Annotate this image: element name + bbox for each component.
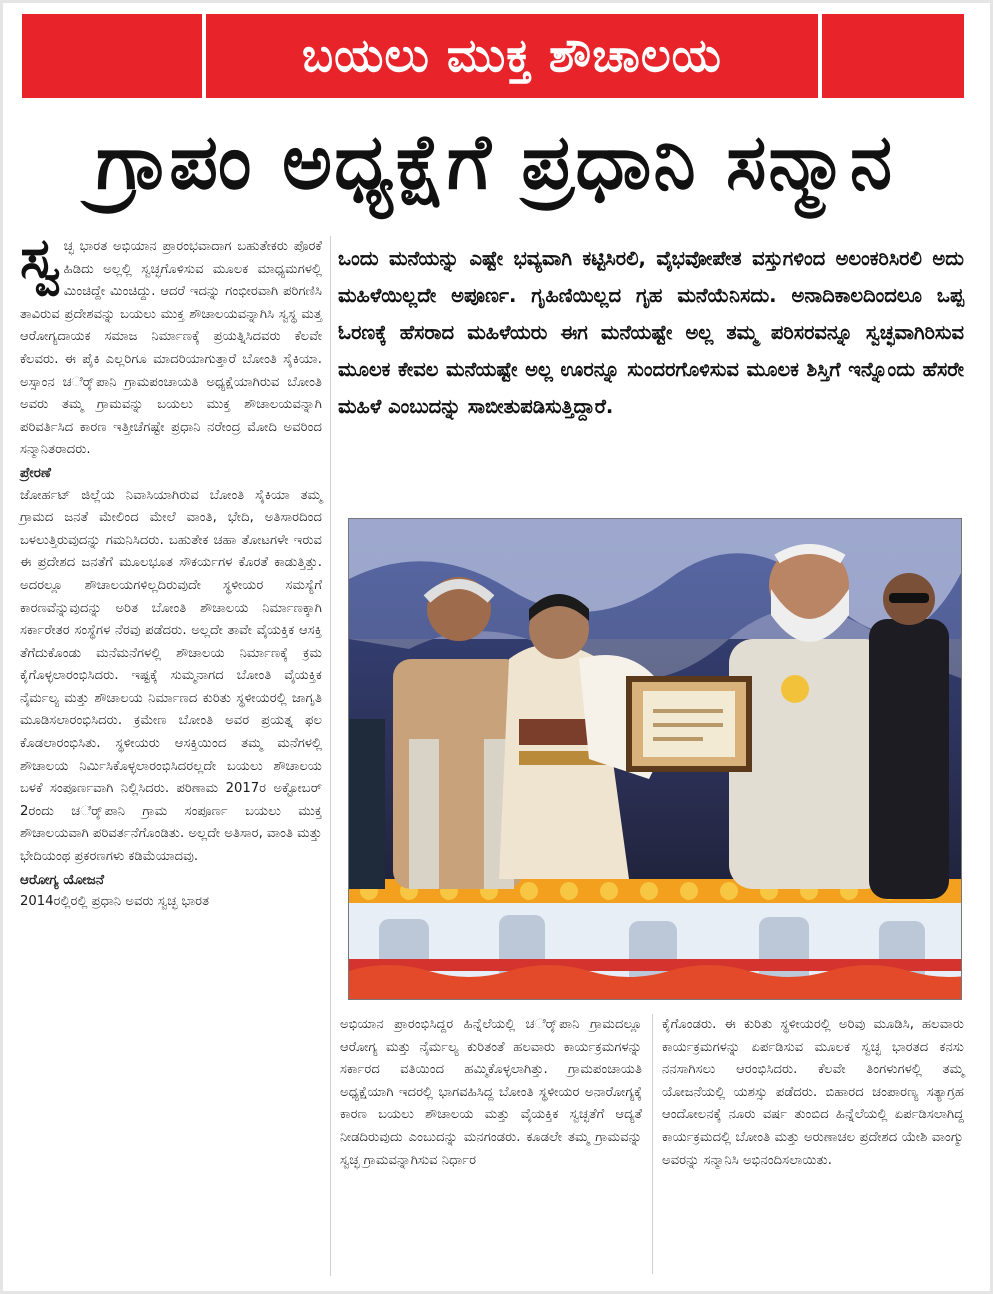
article-column-1 <box>20 226 322 1276</box>
pull-quote: ಒಂದು ಮನೆಯನ್ನು ಎಷ್ಟೇ ಭವ್ಯವಾಗಿ ಕಟ್ಟಿಸಿರಲಿ, ವೈಭವೋಪೇತ ವಸ್ತುಗಳಿಂದ ಅಲಂಕರಿಸಿರಲಿ ಅದು ಮಹಿಳೆಯಿಲ್ಲದೇ ಅಪೂರ್ಣ. ಗೃಹಿಣಿಯಿಲ್ಲದ ಗೃಹ ಮನೆಯೆನಿಸದು. ಅನಾದಿಕಾಲದಿಂದಲೂ ಒಪ್ಪ ಓರಣಕ್ಕೆ ಹೆಸರಾದ ಮಹಿಳೆಯರು ಈಗ ಮನೆಯಷ್ಟೇ ಅಲ್ಲ ತಮ್ಮ ಪರಿಸರವನ್ನೂ ಸ್ವಚ್ಛವಾಗಿರಿಸುವ ಮೂಲಕ ಕೇವಲ ಮನೆಯಷ್ಟೇ ಅಲ್ಲ ಊರನ್ನೂ ಸುಂದರಗೊಳಿಸುವ ಮೂಲಕ ಶಿಸ್ತಿಗೆ ಇನ್ನೊಂದು ಹೆಸರೇ ಮಹಿಳೆ ಎಂಬುದನ್ನು ಸಾಬೀತುಪಡಿಸುತ್ತಿದ್ದಾರೆ. <box>338 247 964 418</box>
subhead-inspiration: ಪ್ರೇರಣೆ <box>20 464 51 481</box>
article-paragraph-2: ಜೋರ್ಹಟ್ ಜಿಲ್ಲೆಯ ನಿವಾಸಿಯಾಗಿರುವ ಬೋಂತಿ ಸೈಕಿಯಾ ತಮ್ಮ ಗ್ರಾಮದ ಜನತೆ ಮೇಲಿಂದ ಮೇಲೆ ವಾಂತಿ, ಭೇದಿ, ಅತಿಸಾರದಿಂದ ಬಳಲುತ್ತಿರುವುದನ್ನು ಗಮನಿಸಿದರು. ಬಹುತೇಕ ಚಹಾ ತೋಟಗಳೇ ಇರುವ ಈ ಪ್ರದೇಶದ ಜನತೆಗೆ ಮೂಲಭೂತ ಸೌಕರ್ಯಗಳ ಕೊರತೆ ಕಾಡುತ್ತಿತ್ತು. ಅದರಲ್ಲೂ ಶೌಚಾಲಯಗಳಿಲ್ಲದಿರುವುದೇ ಸ್ಥಳೀಯರ ಸಮಸ್ಯೆಗೆ ಕಾರಣವೆನ್ನುವುದನ್ನು ಅರಿತ ಬೋಂತಿ ಶೌಚಾಲಯ ನಿರ್ಮಾಣಕ್ಕಾಗಿ ಸರ್ಕಾರೇತರ ಸಂಸ್ಥೆಗಳ ನೆರವು ಪಡೆದರು. ಅಲ್ಲದೇ ತಾವೇ ವೈಯಕ್ತಿಕ ಆಸಕ್ತಿ ತೆಗೆದುಕೊಂಡು ಮನೆಮನೆಗಳಲ್ಲಿ ಶೌಚಾಲಯ ನಿರ್ಮಾಣಕ್ಕೆ ಕ್ರಮ ಕೈಗೊಳ್ಳಲಾರಂಭಿಸಿದರು. ಇಷ್ಟಕ್ಕೆ ಸುಮ್ಮನಾಗದ ಬೋಂತಿ ವೈಯಕ್ತಿಕ ನೈರ್ಮಲ್ಯ ಮತ್ತು ಶೌಚಾಲಯ ನಿರ್ಮಾಣದ ಕುರಿತು ಸ್ಥಳೀಯರಲ್ಲಿ ಜಾಗೃತಿ ಮೂಡಿಸಲಾರಂಭಿಸಿದರು. ಕ್ರಮೇಣ ಬೋಂತಿ ಅವರ ಪ್ರಯತ್ನ ಫಲ ಕೊಡಲಾರಂಭಿಸಿತು. ಸ್ಥಳೀಯರು ಆಸಕ್ತಿಯಿಂದ ತಮ್ಮ ಮನೆಗಳಲ್ಲಿ ಶೌಚಾಲಯ ನಿರ್ಮಿಸಿಕೊಳ್ಳಲಾರಂಭಿಸಿದರಲ್ಲದೇ ಬಯಲು ಶೌಚಾಲಯ ಬಳಕೆ ಸಂಪೂರ್ಣವಾಗಿ ನಿಲ್ಲಿಸಿದರು. ಪರಿಣಾಮ 2017ರ ಅಕ್ಟೋಬರ್ 2ರಂದು ಚರ್ೈಪಾನಿ ಗ್ರಾಮ ಸಂಪೂರ್ಣ ಬಯಲು ಮುಕ್ತ ಶೌಚಾಲಯವಾಗಿ ಪರಿವರ್ತನೆಗೊಂಡಿತು. ಅಲ್ಲದೇ ಅತಿಸಾರ, ವಾಂತಿ ಮತ್ತು ಭೇದಿಯಂಥ ಪ್ರಕರಣಗಳು ಕಡಿಮೆಯಾದವು. <box>20 487 322 865</box>
drop-cap: ಸ್ವ <box>20 226 60 291</box>
article-lead: ಚ್ಛ ಭಾರತ ಅಭಿಯಾನ ಪ್ರಾರಂಭವಾದಾಗ ಬಹುತೇಕರು ಪೊರಕೆ ಹಿಡಿದು ಅಲ್ಲಲ್ಲಿ ಸ್ವಚ್ಛಗೊಳಿಸುವ ಮೂಲಕ ಮಾಧ್ಯಮಗಳಲ್ಲಿ ಮಿಂಚಿದ್ದೇ ಮಿಂಚಿದ್ದು. ಆದರೆ ಇದನ್ನು ಗಂಭೀರವಾಗಿ ಪರಿಗಣಿಸಿ ತಾವಿರುವ ಪ್ರದೇಶವನ್ನು ಬಯಲು ಮುಕ್ತ ಶೌಚಾಲಯವನ್ನಾಗಿಸಿ ಸ್ವಸ್ಥ ಮತ್ತ ಆರೋಗ್ಯದಾಯಕ ಸಮಾಜ ನಿರ್ಮಾಣಕ್ಕೆ ಪ್ರಯತ್ನಿಸಿದವರು ಕೆಲವೇ ಕೆಲವರು. ಈ ಪೈಕಿ ಎಲ್ಲರಿಗೂ ಮಾದರಿಯಾಗುತ್ತಾರೆ ಬೋಂತಿ ಸೈಕಿಯಾ. ಅಸ್ಸಾಂನ ಚರ್ೈಪಾನಿ ಗ್ರಾಮಪಂಚಾಯತಿ ಅಧ್ಯಕ್ಷೆಯಾಗಿರುವ ಬೋಂತಿ ಅವರು ತಮ್ಮ ಗ್ರಾಮವನ್ನು ಬಯಲು ಮುಕ್ತ ಶೌಚಾಲಯವನ್ನಾಗಿ ಪರಿವರ್ತಿಸಿದ ಕಾರಣ ಇತ್ತೀಚೆಗಷ್ಟೇ ಪ್ರಧಾನಿ ನರೇಂದ್ರ ಮೋದಿ ಅವರಿಂದ ಸನ್ಮಾನಿತರಾದರು. <box>20 239 322 458</box>
photo-illustration <box>349 519 962 1000</box>
kicker-text: ಬಯಲು ಮುಕ್ತ ಶೌಚಾಲಯ <box>302 28 722 82</box>
column-divider-2 <box>652 1014 653 1274</box>
article-column-3: ಕೈಗೊಂಡರು. ಈ ಕುರಿತು ಸ್ಥಳೀಯರಲ್ಲಿ ಅರಿವು ಮೂಡಿಸಿ, ಹಲವಾರು ಕಾರ್ಯಕ್ರಮಗಳನ್ನು ಏರ್ಪಡಿಸುವ ಮೂಲಕ ಸ್ವಚ್ಛ ಭಾರತದ ಕನಸು ನನಸಾಗಿಸಲು ಆರಂಭಿಸಿದರು. ಕೆಲವೇ ತಿಂಗಳುಗಳಲ್ಲಿ ತಮ್ಮ ಯೋಜನೆಯಲ್ಲಿ ಯಶಸ್ಸು ಪಡೆದರು. ಬಿಹಾರದ ಚಂಪಾರಣ್ಯ ಸತ್ಯಾಗ್ರಹ ಆಂದೋಲನಕ್ಕೆ ನೂರು ವರ್ಷ ತುಂಬಿದ ಹಿನ್ನೆಲೆಯಲ್ಲಿ ಏರ್ಪಡಿಸಲಾಗಿದ್ದ ಕಾರ್ಯಕ್ರಮದಲ್ಲಿ ಬೋಂತಿ ಮತ್ತು ಅರುಣಾಚಲ ಪ್ರದೇಶದ ಯೇಶಿ ವಾಂಗ್ಮು ಅವರನ್ನು ಸನ್ಮಾನಿಸಿ ಅಭಿನಂದಿಸಲಾಯಿತು. <box>662 1017 964 1168</box>
column-divider <box>330 236 331 1276</box>
kicker-banner <box>22 14 964 98</box>
headline: ಗ್ರಾಪಂ ಅಧ್ಯಕ್ಷೆಗೆ ಪ್ರಧಾನಿ ಸನ್ಮಾನ <box>95 116 895 206</box>
kicker-box <box>202 14 822 98</box>
article-paragraph-3: 2014ರಲ್ಲಿರಲ್ಲಿ ಪ್ರಧಾನಿ ಅವರು ಸ್ವಚ್ಛ ಭಾರತ <box>20 894 210 910</box>
subhead-health-plan: ಆರೋಗ್ಯ ಯೋಜನೆ <box>20 871 104 888</box>
article-column-2: ಅಭಿಯಾನ ಪ್ರಾರಂಭಿಸಿದ್ದರ ಹಿನ್ನೆಲೆಯಲ್ಲಿ ಚರ್ೈಪಾನಿ ಗ್ರಾಮದಲ್ಲೂ ಆರೋಗ್ಯ ಮತ್ತು ನೈರ್ಮಲ್ಯ ಕುರಿತಂತೆ ಹಲವಾರು ಕಾರ್ಯಕ್ರಮಗಳನ್ನು ಸರ್ಕಾರದ ವತಿಯಿಂದ ಹಮ್ಮಿಕೊಳ್ಳಲಾಗಿತ್ತು. ಗ್ರಾಮಪಂಚಾಯತಿ ಅಧ್ಯಕ್ಷೆಯಾಗಿ ಇದರಲ್ಲಿ ಭಾಗವಹಿಸಿದ್ದ ಬೋಂತಿ ಸ್ಥಳೀಯರ ಅನಾರೋಗ್ಯಕ್ಕೆ ಕಾರಣ ಬಯಲು ಶೌಚಾಲಯ ಮತ್ತು ವೈಯಕ್ತಿಕ ಸ್ವಚ್ಛತೆಗೆ ಆದ್ಯತೆ ನೀಡದಿರುವುದು ಎಂಬುದನ್ನು ಮನಗಂಡರು. ಕೂಡಲೇ ತಮ್ಮ ಗ್ರಾಮವನ್ನು ಸ್ವಚ್ಛ ಗ್ರಾಮವನ್ನಾಗಿಸುವ ನಿರ್ಧಾರ <box>340 1017 642 1168</box>
award-ceremony-photo <box>348 518 962 1000</box>
